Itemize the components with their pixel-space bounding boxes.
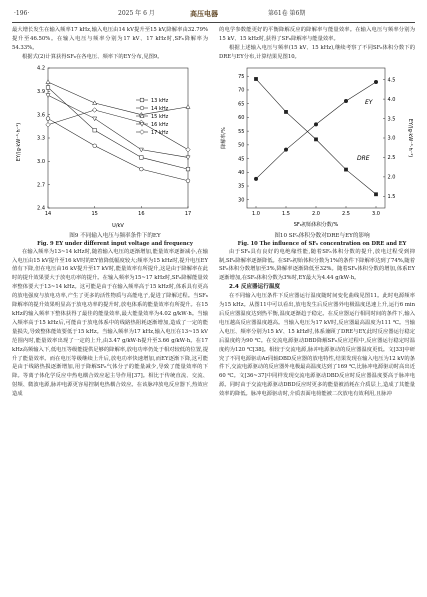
y-tick-label: 75 (238, 73, 245, 80)
ey-series-label: EY (365, 98, 373, 106)
y-tick-label-right: 1.5 (387, 193, 396, 200)
right-column (219, 26, 415, 399)
page-number: ·196· (14, 10, 30, 17)
y-tick-label-right: 3.0 (387, 135, 396, 142)
ey-point (314, 122, 318, 126)
legend-marker (140, 106, 144, 110)
data-point (93, 144, 97, 148)
data-point (92, 107, 97, 112)
dre-line (256, 79, 376, 194)
x-tick-label: 1.0 (252, 210, 260, 217)
x-tick-label: 3.0 (372, 210, 380, 217)
x-tick-label: 14 (44, 210, 52, 217)
y-tick-label: 55 (238, 128, 245, 135)
ey-point (344, 99, 348, 103)
paragraph: 的电学参数能更好的平衡降解反应的降解率与能量效率。在输入电压与频率分别为15 kV、15 kHz时,获得了SF₆降解率与能量效率。 (219, 27, 415, 42)
legend-label: 13 kHz (151, 97, 169, 104)
data-point (93, 100, 97, 104)
x-tick-label: 16 (138, 210, 145, 217)
dre-point (314, 137, 318, 141)
y-tick-label: 35 (238, 183, 245, 190)
paragraph: 由于SF₆具有良好的电绝缘性能,随着SF₆体积分数的提升,放电过程受到抑制,SF₆降解率逐渐降低。在SF₆初始体积分数为1%的条件下降解率达到了74%,随着SF₆体积分数增加至3%,降解率逐渐降低至32%。随着SF₆体积分数的增加,体系EY逐渐增加,在SF₆体积分数为3%时,EY最大为4.44 g/kW·h。 (219, 248, 416, 282)
left-column (12, 26, 208, 399)
y-tick-label: 3.3 (37, 135, 45, 142)
paragraph: 在不同输入电压条件下反应器运行温度随时间变化曲线见图11。此时电源频率为15 kHz。从图11中可以看出,放电发生后反应器外电极温度迅速上升,运行6 min后反应器温度达到热平衡,温度逐渐趋于稳定。在反应器运行相同时间的条件下,输入电压越高反应器温度越高。当输入电压为17 kV时,反应器最高温度为111 ℃。当输入电压、频率分别为15 kV、15 kHz时,体系兼顾了DRE与EY,此时反应器运行稳定后温度约为90 ℃。在交流电源驱动DBD降解SF₆反应过程中,反应器运行稳定时温度约为120 ℃[38]。相较于交流电源,脉冲电源驱动的反应器温度更低。文[33]中研究了不同电源驱动Ar同轴DBD反应器的放电特性,结果发现在输入电压为12 kV的条件下,交流电源驱动的反应器外电极最高温度达到了169 ℃,比脉冲电源驱动时高出近60 ℃。文[36~37]中同样发现交流电源驱动DBD反应时反应器温度要高于脉冲电源。同时由于交流电源驱动DBD反应时更多的能量被消耗在介质层上,造成了其能量效率的降低。脉冲电源驱动时,介质表面电荷能被二次放电有效利用,且脉冲 (219, 293, 415, 398)
dre-point (254, 77, 258, 81)
y-tick-label: 2.7 (37, 181, 45, 188)
data-point (46, 79, 50, 83)
dre-series-label: DRE (357, 154, 370, 162)
ey-point (254, 176, 258, 180)
y-tick-label-right: 2.5 (387, 154, 396, 161)
x-tick-label: 17 (184, 210, 192, 217)
header-rule (12, 22, 415, 23)
volume-issue: 第61卷 第6期 (268, 10, 306, 17)
series-line (48, 118, 188, 180)
data-point (186, 155, 190, 159)
y-axis-label: EY/(g·kW⁻¹·h⁻¹) (16, 122, 22, 161)
data-point (46, 116, 50, 120)
x-tick-label: 15 (91, 210, 98, 217)
legend-label: 15 kHz (151, 113, 169, 120)
paragraph: 根据式(2)计算获得SF₆在各电压、频率下的EY分布,见图9。 (22, 53, 163, 60)
y-tick-label-right: 4.0 (387, 96, 396, 103)
y-axis-label-left: 降解率/% (221, 126, 227, 149)
paragraph: 在输入频率为13~14 kHz时,随着输入电压的逐渐增加,能量效率逐渐减小,在输入电压由15 kV提升至16 kV时的EY值降低幅度较大;频率为15 kHz时,提升电压EY值有下降,但在电压由16 kV提升至17 kV时,能量效率有所提升,这是由于降解率在此时的提升效果要大于放电功率的提升。在输入频率为15~17 kHz时,SF₆降解能量效率整体要大于13~14 kHz。这可能是由于在输入频率高于15 kHz时,体系具有更高的放电强度与放电功率,产生了更多的活性物质与高能电子,促进了降解过程。当SF₆降解率的提升效果明显高于放电功率的提升时,放电体系的能量效率有所提升。在15 kHz的输入频率下整体获得了最佳的能量效率,最大能量效率为4.02 g/kW·h。当输入频率高于15 kHz后,可能由于放电体系中的线路热阻耗逐渐增加,造成了一定的能量损失,导致整体能效要低于15 kHz。当输入频率为17 kHz,输入电压在13~15 kV范围内时,能量效率出现了一定的上升,由3.47 g/kW·h提升至3.66 g/kW·h。在17 kHz高频输入下,低电压等级能提供足够的降解率,放电功率仍处于相对较低的位置,提升了能量效率。而在电压等级继续上升后,放电功率快速增加,而EY逐渐下降,这可能是由于线路热损逐渐增加,用于降解SF₆气体分子的能量减少,导致了能量效率的下降。等离子体化学反应中热电耦合效应起主导作用[37]。相比于传统直流、交流、射频、微波电源,脉冲电源更容易控制电热耦合效应。在该脉冲放电反应器下,热效应造成 (12, 248, 208, 398)
y-tick-label-right: 3.5 (387, 115, 396, 122)
legend-marker (140, 129, 145, 134)
ey-line (256, 82, 376, 179)
data-point (140, 155, 144, 159)
legend-label: 14 kHz (151, 105, 169, 112)
figure-9-caption-en: Fig. 9 EY under different input voltage and frequency (37, 240, 193, 247)
data-point (93, 128, 97, 132)
y-tick-label-right: 2.0 (387, 174, 396, 181)
y-tick-label: 50 (238, 142, 245, 149)
y-tick-label: 3.6 (37, 111, 45, 118)
legend-label: 17 kHz (151, 129, 169, 136)
y-tick-label: 4.2 (37, 65, 45, 72)
y-tick-label: 45 (238, 155, 245, 162)
issue-date: 2025 年 6 月 (118, 10, 155, 17)
data-point (139, 167, 143, 171)
y-tick-label: 30 (238, 197, 245, 204)
ey-point (284, 147, 288, 151)
data-point (186, 104, 190, 108)
figure-9-caption: 图9 不同输入电压与频率条件下的EY (69, 232, 161, 239)
data-point (46, 85, 50, 89)
journal-title: 高压电器 (190, 9, 218, 18)
x-axis-label: U/kV (112, 222, 124, 229)
plot-frame (48, 68, 188, 208)
data-point (186, 167, 190, 171)
figure-10-caption: 图10 SF₆体积分数对DRE与EY的影响 (274, 232, 370, 239)
legend-marker (140, 122, 144, 126)
y-tick-label: 3.0 (37, 158, 45, 165)
figure-10-chart (219, 62, 415, 232)
y-tick-label: 40 (238, 169, 245, 176)
figure-10-caption-en: Fig. 10 The influence of SF₆ concentration on DRE and EY (237, 240, 407, 247)
ey-point (374, 80, 378, 84)
legend-marker (140, 98, 144, 102)
legend-label: 16 kHz (151, 121, 169, 128)
y-tick-label: 3.9 (37, 88, 45, 95)
paragraph: 根据上述输入电压与频率(15 kV、15 kHz),继续考察了不同SF₆体积分数下的DRE与EY分布,计算结果见图10。 (219, 44, 415, 60)
x-tick-label: 2.5 (342, 210, 350, 217)
data-point (46, 93, 50, 97)
data-point (186, 147, 191, 152)
y-axis-label-right: EY/(g·kW⁻¹·h⁻¹) (407, 118, 413, 157)
dre-point (344, 167, 348, 171)
x-tick-label: 1.5 (282, 210, 290, 217)
y-tick-label-right: 4.5 (387, 76, 396, 83)
y-tick-label: 60 (238, 114, 245, 121)
dre-point (284, 110, 288, 114)
data-point (46, 122, 51, 127)
paragraph: 最大增长发生在输入频率17 kHz,输入电压由14 kV提升至15 kV,降解率由32.79%提升至46.50%。在输入电压与频率分别为17 kV、17 kHz时,SF₆降解率为54.33%。 (12, 27, 208, 51)
section-heading: 2.4 反应器运行温度 (229, 284, 281, 291)
figure-9-chart (12, 62, 208, 232)
data-point (93, 117, 97, 121)
data-point (186, 179, 190, 183)
y-tick-label: 2.4 (37, 205, 45, 212)
y-tick-label: 65 (238, 101, 245, 108)
y-tick-label: 70 (238, 87, 245, 94)
dre-point (374, 192, 378, 196)
x-axis-label: SF₆初始体积分数/% (293, 221, 339, 228)
x-tick-label: 2.0 (312, 210, 320, 217)
